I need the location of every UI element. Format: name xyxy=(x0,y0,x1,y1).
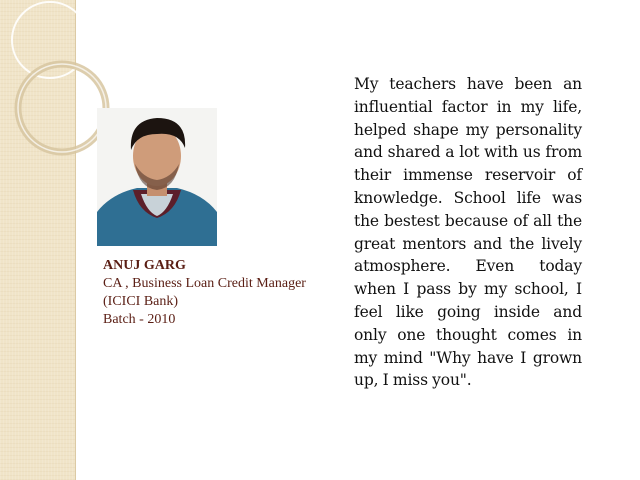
profile-batch: Batch - 2010 xyxy=(103,312,176,327)
profile-photo xyxy=(97,108,217,246)
person-portrait-icon xyxy=(97,108,217,246)
profile-company: (ICICI Bank) xyxy=(103,294,179,309)
profile-role: CA , Business Loan Credit Manager xyxy=(103,276,306,291)
profile-name: ANUJ GARG xyxy=(103,258,186,273)
decorative-ring-middle-highlight xyxy=(18,64,106,152)
profile-caption xyxy=(103,257,333,329)
testimonial-text: My teachers have been an influential factor in my life, helped shape my personality and shared a lot with us from their immense reservoir of knowledge. School life was the bestest because of all the great mentors and the lively atmosphere. Even today when I pass by my school, I feel like going inside and only one thought comes in my mind "Why have I grown up, I miss you". xyxy=(354,75,582,390)
